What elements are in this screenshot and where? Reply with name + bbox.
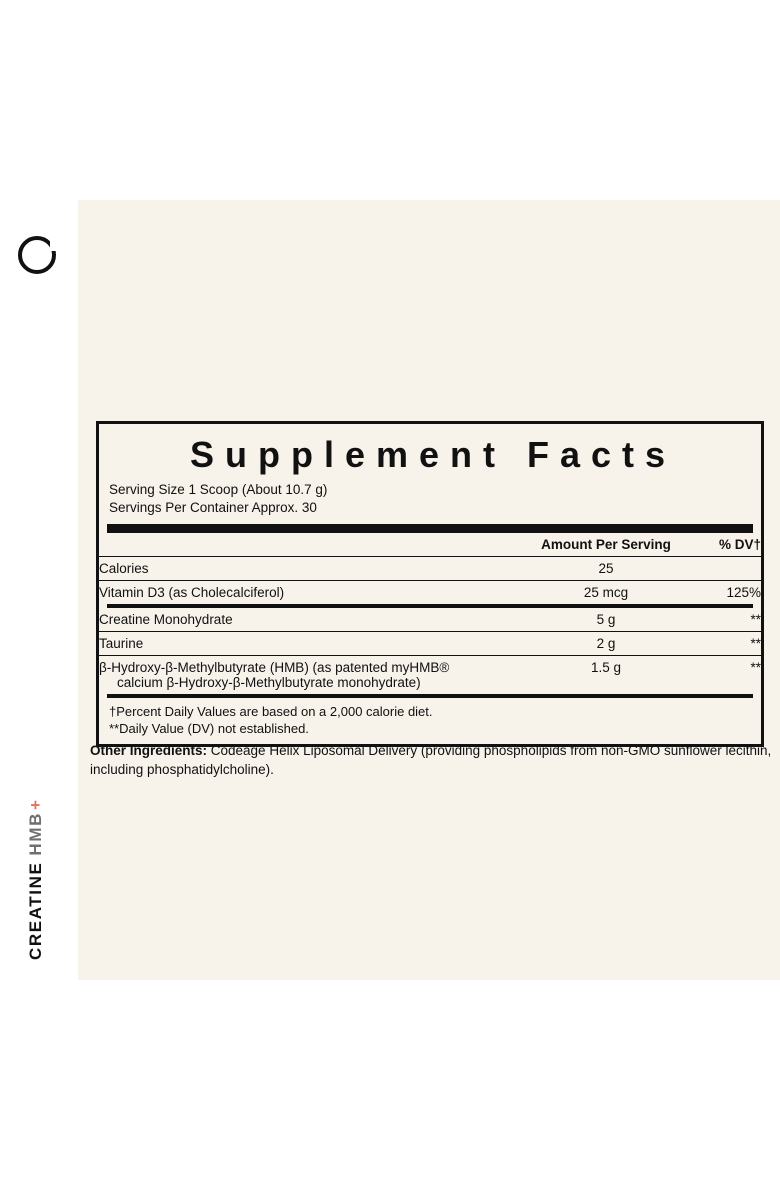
row-amount: 25 (531, 556, 681, 580)
wordmark-hmb: HMB (26, 812, 45, 856)
row-name-sub: calcium β-Hydroxy-β-Methylbutyrate monohydrate) (117, 674, 421, 690)
serving-info (99, 477, 761, 521)
row-name: β-Hydroxy-β-Methylbutyrate (HMB) (as patented myHMB® (99, 659, 450, 675)
other-ingredients-text: Codeage Helix Liposomal Delivery (providing phospholipids from non-GMO sunflower lecithin, including phosphatidylcholine). (90, 743, 772, 777)
row-amount: 1.5 g (590, 659, 622, 675)
row-dv: ** (681, 608, 761, 632)
other-ingredients (90, 742, 774, 779)
row-amount: 5 g (531, 608, 681, 632)
table-row (99, 580, 761, 604)
serving-size: Serving Size 1 Scoop (About 10.7 g) (109, 482, 328, 497)
table-row (99, 631, 761, 655)
row-dv: ** (750, 659, 761, 675)
row-dv: 125% (726, 584, 761, 600)
nutrition-table-secondary (99, 608, 761, 694)
logo-ring-notch (50, 238, 63, 251)
footnotes (99, 698, 761, 744)
header-nutrient (99, 533, 531, 557)
side-wordmark (6, 720, 66, 960)
circle-ring-icon (18, 236, 62, 280)
footnote-daily-values: †Percent Daily Values are based on a 2,000 calorie diet. (109, 703, 433, 719)
supplement-facts-panel (96, 421, 764, 747)
row-name: Creatine Monohydrate (99, 608, 531, 632)
other-ingredients-label: Other Ingredients: (90, 743, 208, 758)
divider-thick-top (107, 524, 753, 533)
header-percent-dv: % DV† (681, 533, 761, 557)
row-dv (681, 556, 761, 580)
row-name: Vitamin D3 (as Cholecalciferol) (99, 584, 285, 600)
table-row (99, 608, 761, 632)
wordmark-plus: + (26, 798, 45, 811)
nutrition-table (99, 533, 761, 604)
row-name: Calories (99, 556, 531, 580)
servings-per-container: Servings Per Container Approx. 30 (109, 499, 317, 515)
table-row (99, 655, 761, 694)
row-amount: 2 g (531, 631, 681, 655)
row-dv: ** (681, 631, 761, 655)
wordmark-creatine: CREATINE (26, 861, 45, 960)
supplement-facts-title: Supplement Facts (189, 434, 677, 475)
row-name: Taurine (99, 631, 531, 655)
header-amount-per-serving: Amount Per Serving (531, 533, 681, 557)
row-amount: 25 mcg (583, 584, 629, 600)
footnote-dv-not-established: **Daily Value (DV) not established. (109, 721, 309, 737)
row-name-hmb (99, 655, 531, 694)
table-row (99, 556, 761, 580)
table-header-row (99, 533, 761, 557)
